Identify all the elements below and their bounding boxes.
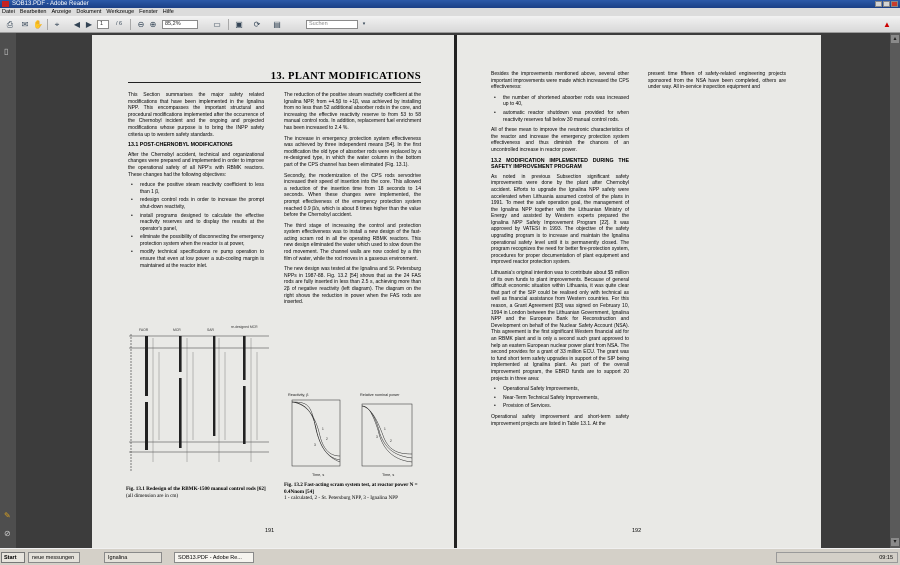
pdf-app-icon <box>2 1 9 7</box>
list-item: • install programs designed to calculate the effective reactivity reserves and to display the results at the operator's panel, <box>128 213 264 233</box>
paragraph: The new design was tested at the Ignalina and St. Petersburg NPPs in 1987-88. Fig. 13.2 [54] shows that as the 24 FAS rods are fully inserted in less than 2.5 s, achieving more than 2β of negative reactivity (left diagram). The diagram on the right shows the reduction in power when the FAS rods are inserted. <box>284 266 421 306</box>
control-rod-diagram <box>123 322 273 477</box>
taskbar-item[interactable]: Ignalina <box>104 552 162 563</box>
rotate-icon[interactable]: ⟳ <box>253 20 261 29</box>
scroll-up-icon[interactable]: ▴ <box>891 35 899 43</box>
list-item: • redesign control rods in order to increase the prompt shut-down reactivity, <box>128 197 264 210</box>
fig2-right-xlabel: Time, s <box>382 473 395 477</box>
fig2-caption-text: 1 - calculated, 2 - St. Petersburg NPP, 3 - Ignalina NPP <box>284 495 399 502</box>
fig2-caption-title: Fig. 13.2 Fast-acting scram system test, at reactor power N = 0.4Nnom [54] <box>284 482 418 495</box>
menu-bar <box>0 8 900 16</box>
select-tool-icon[interactable]: ⌖ <box>54 20 60 29</box>
title-rule <box>128 82 421 83</box>
taskbar-item[interactable]: neue messungen <box>28 552 80 563</box>
right-page-column-1 <box>491 71 629 431</box>
fig2-series-number: 1 <box>322 427 324 431</box>
fig2-series-number: 3 <box>314 443 316 447</box>
fig2-left-title: Reactivity, β <box>288 393 309 397</box>
menu-anzeige[interactable]: Anzeige <box>51 9 72 15</box>
zoom-in-icon[interactable]: ⊕ <box>149 20 157 29</box>
paragraph: The reduction of the positive steam reactivity coefficient at the Ignalina NPP, from +4.5β to +1β, was achieved by installing from no less than 52 additional absorber rods in the core, and increasing the effective reactivity reserve to from 53 to 58 manual control rods. In addition, replacement fuel enrichment has been increased to 2.4 %. <box>284 92 421 131</box>
title-bar <box>0 0 900 8</box>
paragraph: All of these mean to improve the neutronic characteristics of the reactor and increase the emergency protection system effectiveness and thus diminish the chances of an uncontrolled increase in reactor power. <box>491 127 629 153</box>
menu-fenster[interactable]: Fenster <box>139 9 158 15</box>
minimize-button[interactable] <box>875 1 882 7</box>
fig1-label: re-designed MCR <box>231 325 258 329</box>
toolbar <box>0 16 900 33</box>
menu-hilfe[interactable]: Hilfe <box>162 9 174 15</box>
list-item: • eliminate the possibility of disconnecting the emergency protection system when the reactor is at power, <box>128 234 264 247</box>
paragraph: Secondly, the modernization of the CPS rods servodrive increased their speed of insertion into the core. This allowed a reduction of the insertion time from 18 seconds to 14 seconds. When these changes were implemented, the prompt effectiveness of the emergency protection system reached 0.9 β/s, which is about 8 times higher than the value before the Chernobyl accident. <box>284 172 421 219</box>
section-heading-13-1: 13.1 POST-CHERNOBYL MODIFICATIONS <box>128 142 233 149</box>
paragraph: After the Chernobyl accident, technical and organizational changes were prepared and implemented in order to improve the operational safety of all NPP’s with RBMK reactors. These changes had the following objectives: <box>128 151 264 178</box>
fit-page-icon[interactable]: ▭ <box>213 20 221 29</box>
scroll-down-icon[interactable]: ▾ <box>891 538 899 546</box>
paragraph: Besides the improvements mentioned above, several other important improvements were made which increased the CPS effectiveness: <box>491 71 629 91</box>
search-dropdown-icon[interactable]: ▾ <box>362 21 366 27</box>
page-number-right: 192 <box>632 528 642 534</box>
left-page-column-1 <box>128 92 264 273</box>
fig2-curve <box>292 402 340 460</box>
left-page-column-2 <box>284 92 421 310</box>
fig2-right-title: Relative nominal power <box>360 393 400 397</box>
list-item: • Provision of Services. <box>491 403 629 410</box>
vertical-scrollbar[interactable] <box>890 33 900 548</box>
chapter-title: 13. PLANT MODIFICATIONS <box>270 71 421 82</box>
window-title: SOB13.PDF - Adobe Reader <box>12 1 89 7</box>
list-item: • reduce the positive steam reactivity coefficient to less than 1 β, <box>128 182 264 195</box>
list-item: • Operational Safety Improvements, <box>491 386 629 393</box>
fig1-caption-text: (all dimension are in cm) <box>126 492 179 499</box>
start-button[interactable]: Start <box>1 552 25 563</box>
list-item: • the number of shortened absorber rods was increased up to 40, <box>491 95 629 108</box>
menu-bearbeiten[interactable]: Bearbeiten <box>19 9 47 15</box>
fig2-curve <box>362 406 412 454</box>
figure-13-1-caption <box>126 486 272 499</box>
paperclip-icon[interactable]: ⊘ <box>4 529 11 538</box>
maximize-button[interactable] <box>883 1 890 7</box>
improvements-list <box>491 95 629 123</box>
list-item: • modify technical specifications re pump operation to ensure that even at low power a sub-cooling margin is maintained at the reactor inlet. <box>128 249 264 269</box>
close-button[interactable] <box>891 1 898 7</box>
paragraph: present time fifteen of safety-related engineering projects sponsored from the NSA have been completed, others are under way. All in-service inspection equipment and <box>648 71 786 91</box>
figure-13-2-caption <box>284 482 422 502</box>
hand-tool-icon[interactable]: ✋ <box>33 20 43 29</box>
save-icon[interactable]: ▣ <box>235 20 243 29</box>
intro-paragraph: This Section summarises the major safety related modifications that have been implemented in the Ignalina NPP. This encompasses the important structural and procedural modifications implemented after the occurrence of the Chernobyl incident and the ongoing and projected modifications whose purpose is to bring the INPP safety criteria up to western safety standards. <box>128 92 264 138</box>
fig2-curve <box>362 406 412 458</box>
list-item: • automatic reactor shutdown was provided for when reactivity reserves fall below 30 manual control rods. <box>491 110 629 123</box>
fig1-label: SAR <box>207 328 214 332</box>
attachments-icon[interactable]: ✎ <box>4 511 11 520</box>
objectives-list <box>128 182 264 269</box>
print-icon[interactable]: ⎙ <box>6 20 14 29</box>
fig1-caption-title: Fig. 13.1 Redesign of the RBMK-1500 manual control rods [62] <box>126 486 266 492</box>
page-total: / 6 <box>115 21 123 27</box>
email-icon[interactable]: ✉ <box>21 20 29 29</box>
paragraph: The increase in emergency protection system effectiveness was achieved by three independent means [54]. In the first modification the old type of absorber rods were replaced by a re-designed type, in which the water column in the bottom part of the CPS channel has been eliminated (Fig. 13.1). <box>284 135 421 168</box>
paragraph: As noted in previous Subsection significant safety improvements were done by the plant after Chernobyl accident. Efforts to upgrade the Ignalina NPP safety were accelerated when Lithuania assumed control of the plans in 1991. To meet the safe operation goal, the management of the Ignalina NPP together with the Lithuanian Ministry of Energy and assisted by Western experts prepared the Ignalina NPP Safety Improvement Program [22]. It was approved by VATESI in 1993. The objective of the safety upgrading program is to increase and maintain the Ignalina operational safety level until it is permanently closed. The program recognizes the need for better fire-protection system, procedures for proper documentation of plant equipment and improved reactor protection system. <box>491 173 629 266</box>
pages-panel-icon[interactable]: ▯ <box>4 47 9 56</box>
fig2-series-number: 2 <box>390 439 392 443</box>
page-gutter <box>454 35 457 552</box>
fig1-label: FAOR <box>139 328 149 332</box>
areas-list <box>491 386 629 410</box>
menu-werkzeuge[interactable]: Werkzeuge <box>106 9 135 15</box>
zoom-level-field[interactable]: 85,2% <box>162 20 198 29</box>
page-number-left: 191 <box>265 528 275 534</box>
right-page-column-2 <box>648 71 786 95</box>
fig2-curve <box>292 402 340 462</box>
fig2-series-number: 1 <box>384 427 386 431</box>
taskbar <box>0 548 900 565</box>
menu-datei[interactable]: Datei <box>2 9 15 15</box>
search-input[interactable]: Suchen <box>306 20 358 29</box>
next-page-icon[interactable]: ▶ <box>85 20 93 29</box>
page-number-input[interactable]: 1 <box>97 20 109 29</box>
previous-page-icon[interactable]: ◀ <box>73 20 81 29</box>
fig1-label: MCR <box>173 328 181 332</box>
fig2-series-number: 2 <box>326 437 328 441</box>
reading-mode-icon[interactable]: ▤ <box>273 20 281 29</box>
fig2-series-number: 3 <box>376 435 378 439</box>
list-item: • Near-Term Technical Safety Improvements, <box>491 395 629 402</box>
fig2-left-xlabel: Time, s <box>312 473 325 477</box>
system-tray <box>776 552 898 563</box>
navigation-pane <box>0 33 16 548</box>
menu-dokument[interactable]: Dokument <box>76 9 102 15</box>
clock: 09:15 <box>879 555 893 561</box>
paragraph: Lithuania’s original intention was to contribute about $5 million of its own funds to plant improvements. Because of general difficult economic situation within Lithuania, it was quite clear that part of the SIP could be realised only with technical as well as financial assistance from Western countries. For this reason, a Grant Agreement [83] was signed on February 10, 1994 in London between the Lithuanian Government, Ignalina NPP and the European Bank for Reconstruction and Development on behalf of the Nuclear Safety Account (NSA). This agreement is the first significant Western financial aid for an RBMK plant and is only a second such grant approved to help an eastern European nuclear power plant from NSA. The second provides for a grant of 33 million ECU. The grant was to fund short term safety upgrades in support of the SIP being implemented at Ignalina plant. As part of the overall improvement program, the EBRD funds are to support 20 projects in three area: <box>491 270 629 382</box>
scram-test-plots <box>282 390 420 480</box>
section-heading-13-2: 13.2 MODIFICATION IMPLEMENTED DURING THE SAFETY IMPROVEMENT PROGRAM <box>491 157 629 171</box>
taskbar-item-active[interactable]: SOB13.PDF - Adobe Re... <box>174 552 254 563</box>
zoom-out-icon[interactable]: ⊖ <box>137 20 145 29</box>
paragraph: Operational safety improvement and short-term safety improvement projects are listed in Table 13.1. At the <box>491 413 629 427</box>
paragraph: The third stage of increasing the control and protection system effectiveness was to install a new design of the fast-acting scram rod in all the operating RBMK reactors. This new design eliminated the water which used to slow down the rod movement. The channel walls are now cooled by a thin film of water, while the rod moves in a gaseous environment. <box>284 222 421 262</box>
adobe-logo-icon: ▲ <box>883 20 891 29</box>
